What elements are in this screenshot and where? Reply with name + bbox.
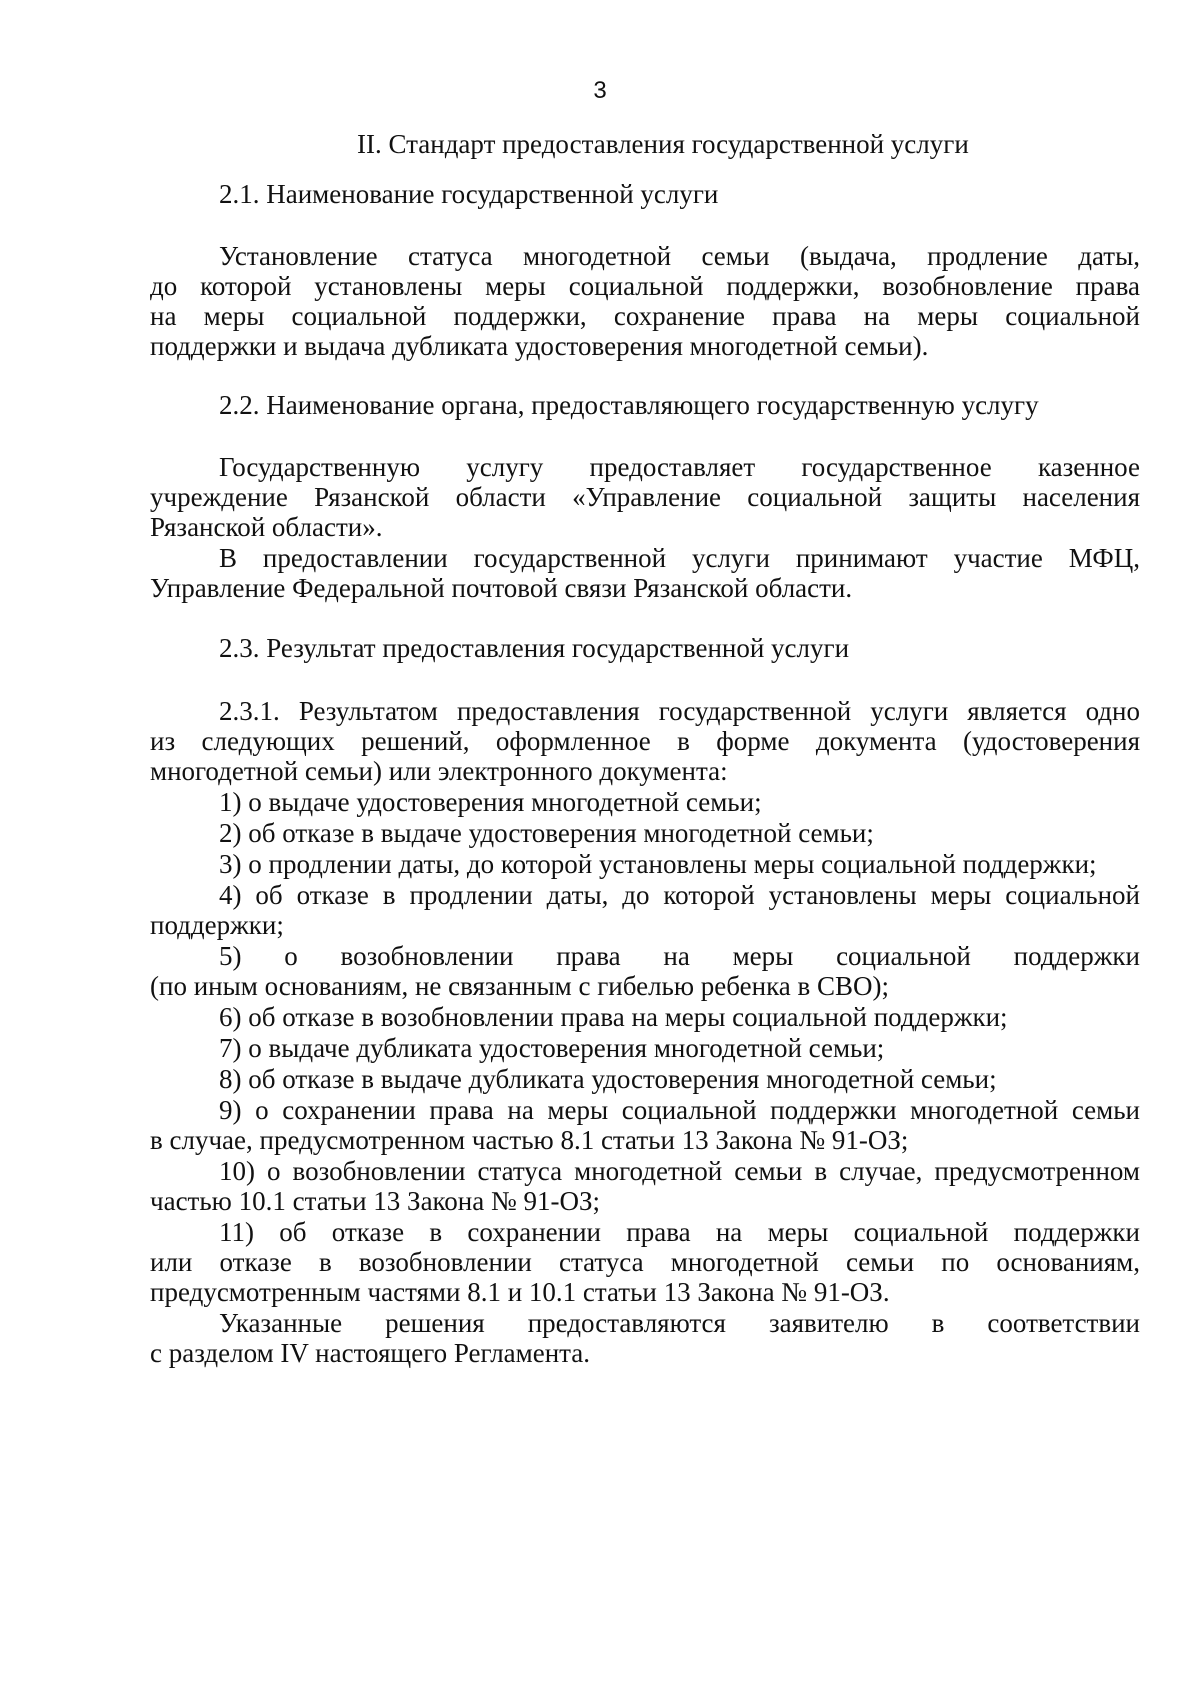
paragraph-line: Указанные решения предоставляются заявителю в соответствии bbox=[219, 1308, 1140, 1338]
list-item: 7) о выдаче дубликата удостоверения многодетной семьи; bbox=[219, 1033, 885, 1063]
paragraph-line: на меры социальной поддержки, сохранение права на меры социальной bbox=[150, 301, 1140, 331]
list-item: 6) об отказе в возобновлении права на меры социальной поддержки; bbox=[219, 1002, 1008, 1032]
list-item: 8) об отказе в выдаче дубликата удостоверения многодетной семьи; bbox=[219, 1064, 997, 1094]
paragraph-line: до которой установлены меры социальной поддержки, возобновление права bbox=[150, 271, 1140, 301]
paragraph-line: учреждение Рязанской области «Управление социальной защиты населения bbox=[150, 482, 1140, 512]
paragraph-line: Рязанской области». bbox=[150, 512, 383, 542]
paragraph-line: многодетной семьи) или электронного документа: bbox=[150, 756, 728, 786]
list-item: предусмотренным частями 8.1 и 10.1 статьи 13 Закона № 91-ОЗ. bbox=[150, 1277, 890, 1307]
paragraph-line: В предоставлении государственной услуги принимают участие МФЦ, bbox=[219, 543, 1140, 573]
paragraph-line: 2.3.1. Результатом предоставления государственной услуги является одно bbox=[219, 696, 1140, 726]
paragraph-line: из следующих решений, оформленное в форме документа (удостоверения bbox=[150, 726, 1140, 756]
paragraph-line: Государственную услугу предоставляет государственное казенное bbox=[219, 452, 1140, 482]
list-item: 2) об отказе в выдаче удостоверения многодетной семьи; bbox=[219, 818, 874, 848]
list-item: 11) об отказе в сохранении права на меры социальной поддержки bbox=[219, 1217, 1140, 1247]
list-item: 9) о сохранении права на меры социальной поддержки многодетной семьи bbox=[219, 1095, 1140, 1125]
paragraph-line: поддержки и выдача дубликата удостоверения многодетной семьи). bbox=[150, 331, 929, 361]
page-number: 3 bbox=[593, 77, 607, 104]
list-item: или отказе в возобновлении статуса многодетной семьи по основаниям, bbox=[150, 1247, 1140, 1277]
list-item: в случае, предусмотренном частью 8.1 статьи 13 Закона № 91-ОЗ; bbox=[150, 1125, 909, 1155]
paragraph-line: Управление Федеральной почтовой связи Рязанской области. bbox=[150, 573, 853, 603]
heading-2-3: 2.3. Результат предоставления государственной услуги bbox=[219, 633, 850, 663]
list-item: 4) об отказе в продлении даты, до которой установлены меры социальной bbox=[219, 880, 1140, 910]
section-title: II. Стандарт предоставления государственной услуги bbox=[357, 129, 969, 159]
list-item: 3) о продлении даты, до которой установлены меры социальной поддержки; bbox=[219, 849, 1097, 879]
list-item: (по иным основаниям, не связанным с гибелью ребенка в СВО); bbox=[150, 971, 890, 1001]
list-item: 5) о возобновлении права на меры социальной поддержки bbox=[219, 941, 1140, 971]
heading-2-2: 2.2. Наименование органа, предоставляющего государственную услугу bbox=[219, 390, 1039, 420]
heading-2-1: 2.1. Наименование государственной услуги bbox=[219, 179, 719, 209]
paragraph-line: Установление статуса многодетной семьи (выдача, продление даты, bbox=[219, 241, 1140, 271]
list-item: поддержки; bbox=[150, 910, 284, 940]
list-item: 10) о возобновлении статуса многодетной семьи в случае, предусмотренном bbox=[219, 1156, 1140, 1186]
list-item: 1) о выдаче удостоверения многодетной семьи; bbox=[219, 787, 762, 817]
list-item: частью 10.1 статьи 13 Закона № 91-ОЗ; bbox=[150, 1186, 601, 1216]
paragraph-line: с разделом IV настоящего Регламента. bbox=[150, 1338, 591, 1368]
